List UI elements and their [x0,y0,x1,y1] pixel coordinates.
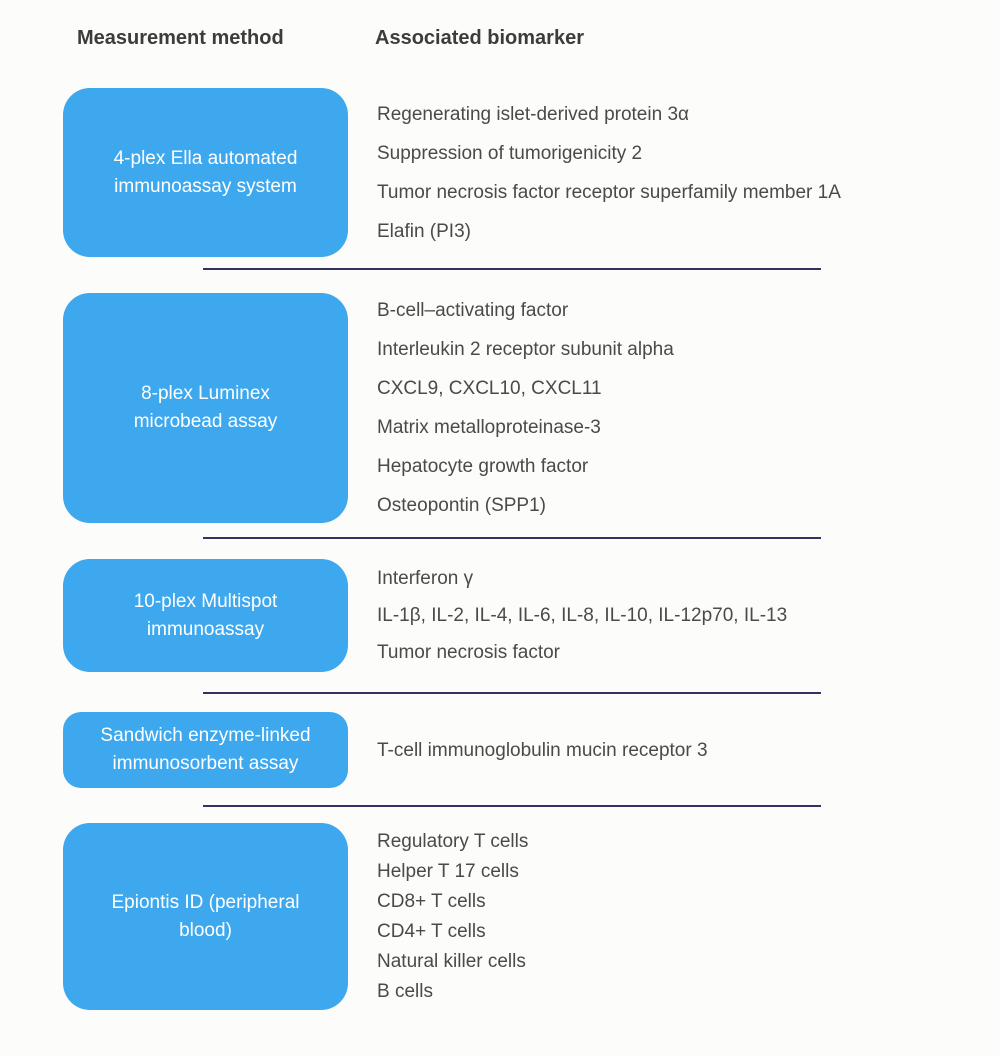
method-label: Sandwich enzyme-linked immunosorbent assay [100,725,311,774]
method-box-epiontis [63,823,348,1010]
biomarker-item: Matrix metalloproteinase-3 [377,417,601,438]
biomarker-list [377,827,528,1007]
biomarker-item: IL-1β, IL-2, IL-4, IL-6, IL-8, IL-10, IL-12p70, IL-13 [377,605,788,626]
biomarker-item: Interferon γ [377,568,474,589]
biomarker-item: Regulatory T cells [377,830,529,852]
biomarker-item: Hepatocyte growth factor [377,456,589,477]
biomarker-list [377,95,841,251]
table-row [63,559,1000,672]
row-divider [203,692,821,694]
biomarker-item: T-cell immunoglobulin mucin receptor 3 [377,739,708,761]
biomarker-item: Helper T 17 cells [377,860,519,882]
biomarker-item: Suppression of tumorigenicity 2 [377,142,643,164]
biomarker-item: Elafin (PI3) [377,220,471,242]
row-divider [203,805,821,807]
method-box-luminex [63,293,348,523]
biomarker-item: Osteopontin (SPP1) [377,495,546,516]
method-label: 8-plex Luminex microbead assay [133,383,278,432]
method-box-elisa [63,712,348,788]
biomarker-list [377,560,787,671]
biomarker-list [377,732,708,769]
method-label: 4-plex Ella automated immunoassay system [113,147,298,197]
method-label: 10-plex Multispot immunoassay [133,590,278,640]
biomarker-item: Natural killer cells [377,950,526,972]
biomarker-item: B cells [377,980,433,1002]
biomarker-item: CD4+ T cells [377,920,486,942]
biomarker-item: CXCL9, CXCL10, CXCL11 [377,378,602,399]
table-row [63,88,1000,257]
biomarker-item: Tumor necrosis factor [377,642,561,663]
method-label: Epiontis ID (peripheral blood) [111,891,300,941]
biomarker-item: Regenerating islet-derived protein 3α [377,103,689,125]
table-row [63,712,1000,788]
biomarker-item: Tumor necrosis factor receptor superfamily member 1A [377,181,841,203]
biomarker-item: CD8+ T cells [377,890,486,912]
biomarker-list [377,291,674,525]
column-header-associated-biomarker: Associated biomarker [375,27,584,49]
table-header [0,0,1000,52]
method-box-ella [63,88,348,257]
column-header-measurement-method: Measurement method [77,27,284,49]
table-row [63,823,1000,1010]
method-box-multispot [63,559,348,672]
row-divider [203,268,821,270]
biomarker-item: Interleukin 2 receptor subunit alpha [377,339,674,360]
table-row [63,291,1000,525]
row-divider [203,537,821,539]
biomarker-item: B-cell–activating factor [377,300,569,321]
